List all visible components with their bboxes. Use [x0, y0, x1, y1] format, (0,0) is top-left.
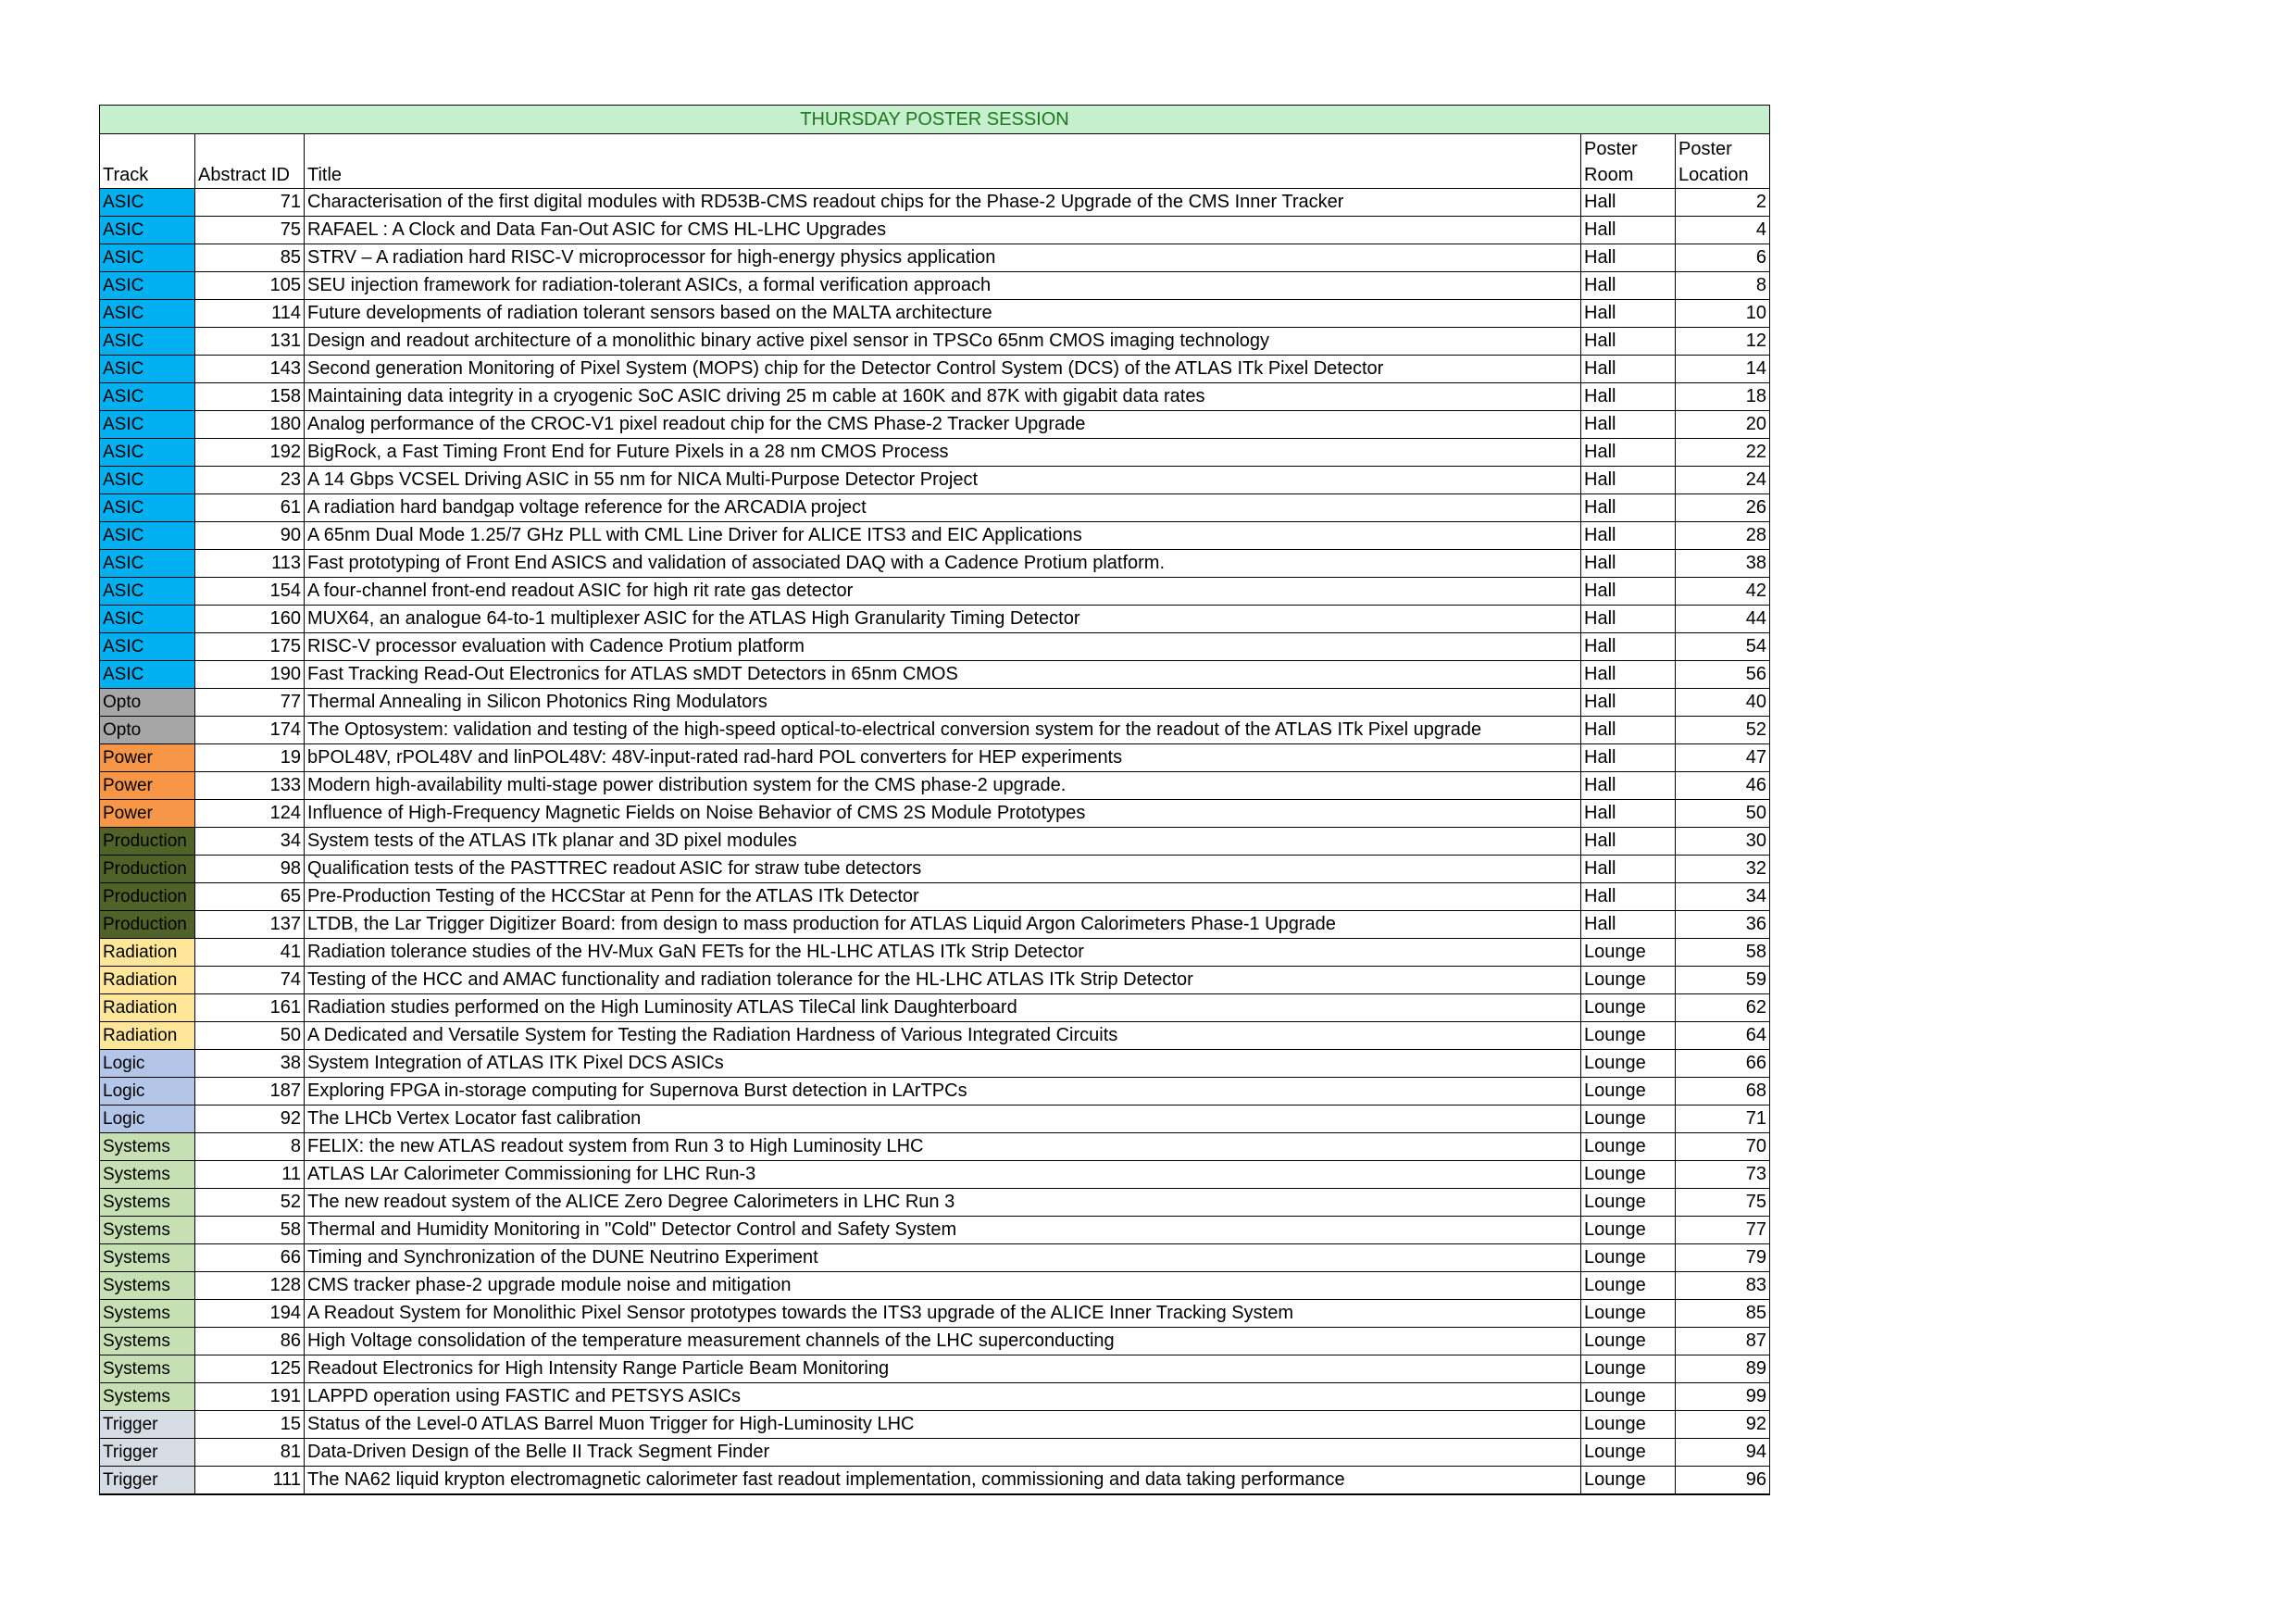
abstract-id-cell: 160 — [195, 606, 305, 633]
poster-room-cell: Lounge — [1581, 1244, 1676, 1272]
poster-location-cell: 77 — [1676, 1217, 1770, 1244]
table-row — [100, 328, 1770, 356]
poster-room-cell: Lounge — [1581, 1078, 1676, 1106]
poster-room-cell: Hall — [1581, 439, 1676, 467]
track-cell: ASIC — [100, 578, 195, 606]
title-cell: Exploring FPGA in-storage computing for Supernova Burst detection in LArTPCs — [305, 1078, 1581, 1106]
table-row — [100, 633, 1770, 661]
poster-room-cell: Hall — [1581, 606, 1676, 633]
track-cell: Opto — [100, 717, 195, 744]
track-cell: ASIC — [100, 633, 195, 661]
abstract-id-cell: 85 — [195, 244, 305, 272]
track-cell: Systems — [100, 1217, 195, 1244]
poster-location-cell: 18 — [1676, 383, 1770, 411]
track-cell: Trigger — [100, 1411, 195, 1439]
abstract-id-cell: 124 — [195, 800, 305, 828]
poster-room-cell: Hall — [1581, 217, 1676, 244]
poster-session-table — [99, 105, 1770, 1495]
table-row — [100, 356, 1770, 383]
abstract-id-cell: 66 — [195, 1244, 305, 1272]
track-cell: ASIC — [100, 356, 195, 383]
abstract-id-cell: 137 — [195, 911, 305, 939]
title-cell: A Readout System for Monolithic Pixel Sensor prototypes towards the ITS3 upgrade of the ALICE Inner Tracking System — [305, 1300, 1581, 1328]
title-cell: Analog performance of the CROC-V1 pixel readout chip for the CMS Phase-2 Tracker Upgrade — [305, 411, 1581, 439]
table-row — [100, 1133, 1770, 1161]
track-cell: Production — [100, 883, 195, 911]
table-row — [100, 883, 1770, 911]
track-cell: Trigger — [100, 1467, 195, 1495]
poster-location-cell: 28 — [1676, 522, 1770, 550]
poster-room-cell: Lounge — [1581, 994, 1676, 1022]
poster-room-cell: Hall — [1581, 383, 1676, 411]
poster-room-cell: Lounge — [1581, 967, 1676, 994]
table-row — [100, 1244, 1770, 1272]
title-cell: The LHCb Vertex Locator fast calibration — [305, 1106, 1581, 1133]
table-row — [100, 550, 1770, 578]
track-cell: Systems — [100, 1328, 195, 1355]
abstract-id-cell: 92 — [195, 1106, 305, 1133]
title-cell: LTDB, the Lar Trigger Digitizer Board: from design to mass production for ATLAS Liquid Argon Calorimeters Phase-1 Upgrade — [305, 911, 1581, 939]
abstract-id-cell: 190 — [195, 661, 305, 689]
poster-location-cell: 52 — [1676, 717, 1770, 744]
table-row — [100, 189, 1770, 217]
title-cell: RISC-V processor evaluation with Cadence Protium platform — [305, 633, 1581, 661]
title-cell: High Voltage consolidation of the temperature measurement channels of the LHC superconducting — [305, 1328, 1581, 1355]
table-row — [100, 1300, 1770, 1328]
title-cell: Thermal Annealing in Silicon Photonics Ring Modulators — [305, 689, 1581, 717]
poster-room-cell: Lounge — [1581, 1439, 1676, 1467]
table-row — [100, 967, 1770, 994]
title-cell: MUX64, an analogue 64-to-1 multiplexer ASIC for the ATLAS High Granularity Timing Detector — [305, 606, 1581, 633]
poster-room-cell: Lounge — [1581, 1328, 1676, 1355]
title-cell: Fast prototyping of Front End ASICS and validation of associated DAQ with a Cadence Protium platform. — [305, 550, 1581, 578]
track-cell: ASIC — [100, 328, 195, 356]
track-cell: Systems — [100, 1189, 195, 1217]
track-cell: ASIC — [100, 606, 195, 633]
poster-room-cell: Hall — [1581, 717, 1676, 744]
table-row — [100, 772, 1770, 800]
title-cell: Timing and Synchronization of the DUNE Neutrino Experiment — [305, 1244, 1581, 1272]
poster-room-cell: Lounge — [1581, 1411, 1676, 1439]
poster-location-cell: 68 — [1676, 1078, 1770, 1106]
abstract-id-cell: 114 — [195, 300, 305, 328]
title-cell: Radiation tolerance studies of the HV-Mux GaN FETs for the HL-LHC ATLAS ITk Strip Detector — [305, 939, 1581, 967]
header-track: Track — [100, 134, 195, 189]
table-row — [100, 300, 1770, 328]
poster-location-cell: 34 — [1676, 883, 1770, 911]
track-cell: ASIC — [100, 661, 195, 689]
table-row — [100, 744, 1770, 772]
header-row — [100, 134, 1770, 189]
title-cell: Thermal and Humidity Monitoring in "Cold" Detector Control and Safety System — [305, 1217, 1581, 1244]
abstract-id-cell: 41 — [195, 939, 305, 967]
table-row — [100, 1439, 1770, 1467]
poster-room-cell: Hall — [1581, 494, 1676, 522]
poster-location-cell: 32 — [1676, 856, 1770, 883]
title-cell: Readout Electronics for High Intensity Range Particle Beam Monitoring — [305, 1355, 1581, 1383]
poster-room-cell: Lounge — [1581, 1300, 1676, 1328]
title-cell: Fast Tracking Read-Out Electronics for ATLAS sMDT Detectors in 65nm CMOS — [305, 661, 1581, 689]
title-cell: A radiation hard bandgap voltage reference for the ARCADIA project — [305, 494, 1581, 522]
poster-location-cell: 71 — [1676, 1106, 1770, 1133]
title-cell: LAPPD operation using FASTIC and PETSYS ASICs — [305, 1383, 1581, 1411]
track-cell: ASIC — [100, 522, 195, 550]
track-cell: ASIC — [100, 494, 195, 522]
table-row — [100, 272, 1770, 300]
track-cell: Radiation — [100, 967, 195, 994]
poster-room-cell: Hall — [1581, 911, 1676, 939]
session-banner-row — [100, 106, 1770, 134]
table-row — [100, 1328, 1770, 1355]
poster-location-cell: 54 — [1676, 633, 1770, 661]
table-row — [100, 1161, 1770, 1189]
title-cell: RAFAEL : A Clock and Data Fan-Out ASIC for CMS HL-LHC Upgrades — [305, 217, 1581, 244]
poster-location-cell: 44 — [1676, 606, 1770, 633]
track-cell: Radiation — [100, 939, 195, 967]
poster-location-cell: 26 — [1676, 494, 1770, 522]
poster-location-cell: 38 — [1676, 550, 1770, 578]
poster-room-cell: Hall — [1581, 744, 1676, 772]
title-cell: FELIX: the new ATLAS readout system from Run 3 to High Luminosity LHC — [305, 1133, 1581, 1161]
abstract-id-cell: 143 — [195, 356, 305, 383]
table-row — [100, 1189, 1770, 1217]
abstract-id-cell: 191 — [195, 1383, 305, 1411]
poster-location-cell: 12 — [1676, 328, 1770, 356]
abstract-id-cell: 65 — [195, 883, 305, 911]
track-cell: Production — [100, 856, 195, 883]
poster-room-cell: Hall — [1581, 244, 1676, 272]
abstract-id-cell: 23 — [195, 467, 305, 494]
poster-location-cell: 85 — [1676, 1300, 1770, 1328]
table-row — [100, 1411, 1770, 1439]
title-cell: A four-channel front-end readout ASIC for high rit rate gas detector — [305, 578, 1581, 606]
poster-location-cell: 58 — [1676, 939, 1770, 967]
abstract-id-cell: 133 — [195, 772, 305, 800]
abstract-id-cell: 86 — [195, 1328, 305, 1355]
table-row — [100, 856, 1770, 883]
header-poster-room: Poster Room — [1581, 134, 1676, 189]
title-cell: ATLAS LAr Calorimeter Commissioning for LHC Run-3 — [305, 1161, 1581, 1189]
poster-location-cell: 70 — [1676, 1133, 1770, 1161]
title-cell: Pre-Production Testing of the HCCStar at Penn for the ATLAS ITk Detector — [305, 883, 1581, 911]
title-cell: The NA62 liquid krypton electromagnetic calorimeter fast readout implementation, commissioning and data taking performance — [305, 1467, 1581, 1495]
poster-location-cell: 8 — [1676, 272, 1770, 300]
track-cell: Systems — [100, 1161, 195, 1189]
title-cell: Characterisation of the first digital modules with RD53B-CMS readout chips for the Phase-2 Upgrade of the CMS Inner Tracker — [305, 189, 1581, 217]
poster-location-cell: 30 — [1676, 828, 1770, 856]
abstract-id-cell: 50 — [195, 1022, 305, 1050]
poster-location-cell: 83 — [1676, 1272, 1770, 1300]
poster-room-cell: Hall — [1581, 883, 1676, 911]
track-cell: Systems — [100, 1383, 195, 1411]
abstract-id-cell: 19 — [195, 744, 305, 772]
poster-room-cell: Lounge — [1581, 1133, 1676, 1161]
abstract-id-cell: 194 — [195, 1300, 305, 1328]
abstract-id-cell: 113 — [195, 550, 305, 578]
poster-room-cell: Lounge — [1581, 1022, 1676, 1050]
table-row — [100, 411, 1770, 439]
title-cell: BigRock, a Fast Timing Front End for Future Pixels in a 28 nm CMOS Process — [305, 439, 1581, 467]
title-cell: Data-Driven Design of the Belle II Track Segment Finder — [305, 1439, 1581, 1467]
poster-location-cell: 2 — [1676, 189, 1770, 217]
poster-location-cell: 22 — [1676, 439, 1770, 467]
title-cell: Modern high-availability multi-stage power distribution system for the CMS phase-2 upgrade. — [305, 772, 1581, 800]
track-cell: Systems — [100, 1244, 195, 1272]
track-cell: Systems — [100, 1272, 195, 1300]
table-row — [100, 383, 1770, 411]
poster-location-cell: 59 — [1676, 967, 1770, 994]
title-cell: System tests of the ATLAS ITk planar and 3D pixel modules — [305, 828, 1581, 856]
poster-room-cell: Lounge — [1581, 1383, 1676, 1411]
abstract-id-cell: 161 — [195, 994, 305, 1022]
abstract-id-cell: 58 — [195, 1217, 305, 1244]
poster-room-cell: Hall — [1581, 300, 1676, 328]
abstract-id-cell: 192 — [195, 439, 305, 467]
title-cell: Maintaining data integrity in a cryogenic SoC ASIC driving 25 m cable at 160K and 87K with gigabit data rates — [305, 383, 1581, 411]
poster-location-cell: 14 — [1676, 356, 1770, 383]
track-cell: Power — [100, 744, 195, 772]
table-row — [100, 828, 1770, 856]
table-row — [100, 494, 1770, 522]
poster-room-cell: Lounge — [1581, 1189, 1676, 1217]
abstract-id-cell: 38 — [195, 1050, 305, 1078]
table-row — [100, 578, 1770, 606]
abstract-id-cell: 180 — [195, 411, 305, 439]
track-cell: Systems — [100, 1300, 195, 1328]
abstract-id-cell: 154 — [195, 578, 305, 606]
track-cell: ASIC — [100, 439, 195, 467]
track-cell: Production — [100, 828, 195, 856]
poster-room-cell: Hall — [1581, 522, 1676, 550]
title-cell: STRV – A radiation hard RISC-V microprocessor for high-energy physics application — [305, 244, 1581, 272]
table-row — [100, 1217, 1770, 1244]
poster-location-cell: 73 — [1676, 1161, 1770, 1189]
abstract-id-cell: 175 — [195, 633, 305, 661]
abstract-id-cell: 61 — [195, 494, 305, 522]
track-cell: Logic — [100, 1078, 195, 1106]
abstract-id-cell: 77 — [195, 689, 305, 717]
table-row — [100, 911, 1770, 939]
title-cell: CMS tracker phase-2 upgrade module noise and mitigation — [305, 1272, 1581, 1300]
poster-location-cell: 56 — [1676, 661, 1770, 689]
poster-room-cell: Hall — [1581, 661, 1676, 689]
abstract-id-cell: 187 — [195, 1078, 305, 1106]
poster-room-cell: Hall — [1581, 550, 1676, 578]
poster-location-cell: 4 — [1676, 217, 1770, 244]
abstract-id-cell: 74 — [195, 967, 305, 994]
track-cell: Radiation — [100, 1022, 195, 1050]
track-cell: ASIC — [100, 467, 195, 494]
table-row — [100, 1106, 1770, 1133]
track-cell: Production — [100, 911, 195, 939]
track-cell: ASIC — [100, 244, 195, 272]
table-row — [100, 467, 1770, 494]
table-row — [100, 1022, 1770, 1050]
poster-room-cell: Lounge — [1581, 1050, 1676, 1078]
poster-location-cell: 10 — [1676, 300, 1770, 328]
table-row — [100, 717, 1770, 744]
table-row — [100, 606, 1770, 633]
track-cell: Radiation — [100, 994, 195, 1022]
abstract-id-cell: 98 — [195, 856, 305, 883]
poster-location-cell: 6 — [1676, 244, 1770, 272]
poster-room-cell: Lounge — [1581, 1106, 1676, 1133]
abstract-id-cell: 52 — [195, 1189, 305, 1217]
track-cell: ASIC — [100, 217, 195, 244]
table-row — [100, 1078, 1770, 1106]
poster-room-cell: Hall — [1581, 633, 1676, 661]
poster-room-cell: Lounge — [1581, 1217, 1676, 1244]
poster-room-cell: Hall — [1581, 578, 1676, 606]
session-title: THURSDAY POSTER SESSION — [100, 106, 1770, 134]
table-row — [100, 661, 1770, 689]
track-cell: Logic — [100, 1050, 195, 1078]
track-cell: Systems — [100, 1133, 195, 1161]
poster-location-cell: 99 — [1676, 1383, 1770, 1411]
abstract-id-cell: 131 — [195, 328, 305, 356]
poster-room-cell: Hall — [1581, 328, 1676, 356]
title-cell: Testing of the HCC and AMAC functionality and radiation tolerance for the HL-LHC ATLAS ITk Strip Detector — [305, 967, 1581, 994]
poster-room-cell: Hall — [1581, 800, 1676, 828]
header-title: Title — [305, 134, 1581, 189]
abstract-id-cell: 71 — [195, 189, 305, 217]
abstract-id-cell: 105 — [195, 272, 305, 300]
abstract-id-cell: 111 — [195, 1467, 305, 1495]
title-cell: Influence of High-Frequency Magnetic Fields on Noise Behavior of CMS 2S Module Prototypes — [305, 800, 1581, 828]
table-row — [100, 522, 1770, 550]
abstract-id-cell: 128 — [195, 1272, 305, 1300]
header-abstract-id: Abstract ID — [195, 134, 305, 189]
poster-location-cell: 96 — [1676, 1467, 1770, 1495]
table-row — [100, 1355, 1770, 1383]
poster-location-cell: 79 — [1676, 1244, 1770, 1272]
poster-room-cell: Hall — [1581, 411, 1676, 439]
poster-room-cell: Hall — [1581, 272, 1676, 300]
poster-location-cell: 92 — [1676, 1411, 1770, 1439]
abstract-id-cell: 75 — [195, 217, 305, 244]
title-cell: SEU injection framework for radiation-tolerant ASICs, a formal verification approach — [305, 272, 1581, 300]
poster-location-cell: 50 — [1676, 800, 1770, 828]
abstract-id-cell: 34 — [195, 828, 305, 856]
title-cell: Qualification tests of the PASTTREC readout ASIC for straw tube detectors — [305, 856, 1581, 883]
track-cell: ASIC — [100, 272, 195, 300]
table-row — [100, 1050, 1770, 1078]
abstract-id-cell: 81 — [195, 1439, 305, 1467]
title-cell: System Integration of ATLAS ITK Pixel DCS ASICs — [305, 1050, 1581, 1078]
table-row — [100, 439, 1770, 467]
title-cell: bPOL48V, rPOL48V and linPOL48V: 48V-input-rated rad-hard POL converters for HEP experiments — [305, 744, 1581, 772]
poster-room-cell: Hall — [1581, 689, 1676, 717]
track-cell: ASIC — [100, 411, 195, 439]
title-cell: Design and readout architecture of a monolithic binary active pixel sensor in TPSCo 65nm CMOS imaging technology — [305, 328, 1581, 356]
poster-room-cell: Hall — [1581, 467, 1676, 494]
poster-location-cell: 66 — [1676, 1050, 1770, 1078]
poster-location-cell: 94 — [1676, 1439, 1770, 1467]
table-row — [100, 994, 1770, 1022]
track-cell: Logic — [100, 1106, 195, 1133]
poster-location-cell: 40 — [1676, 689, 1770, 717]
poster-room-cell: Hall — [1581, 772, 1676, 800]
track-cell: ASIC — [100, 300, 195, 328]
abstract-id-cell: 90 — [195, 522, 305, 550]
title-cell: Status of the Level-0 ATLAS Barrel Muon Trigger for High-Luminosity LHC — [305, 1411, 1581, 1439]
track-cell: Systems — [100, 1355, 195, 1383]
track-cell: Opto — [100, 689, 195, 717]
title-cell: Future developments of radiation tolerant sensors based on the MALTA architecture — [305, 300, 1581, 328]
table-row — [100, 244, 1770, 272]
table-row — [100, 217, 1770, 244]
poster-room-cell: Lounge — [1581, 1272, 1676, 1300]
table-row — [100, 1272, 1770, 1300]
track-cell: Power — [100, 772, 195, 800]
abstract-id-cell: 125 — [195, 1355, 305, 1383]
track-cell: Trigger — [100, 1439, 195, 1467]
poster-location-cell: 64 — [1676, 1022, 1770, 1050]
table-row — [100, 1467, 1770, 1495]
title-cell: Radiation studies performed on the High Luminosity ATLAS TileCal link Daughterboard — [305, 994, 1581, 1022]
poster-room-cell: Hall — [1581, 828, 1676, 856]
poster-location-cell: 87 — [1676, 1328, 1770, 1355]
poster-location-cell: 75 — [1676, 1189, 1770, 1217]
abstract-id-cell: 11 — [195, 1161, 305, 1189]
poster-room-cell: Hall — [1581, 189, 1676, 217]
poster-location-cell: 42 — [1676, 578, 1770, 606]
poster-location-cell: 47 — [1676, 744, 1770, 772]
abstract-id-cell: 8 — [195, 1133, 305, 1161]
title-cell: The Optosystem: validation and testing of the high-speed optical-to-electrical conversion system for the readout of the ATLAS ITk Pixel upgrade — [305, 717, 1581, 744]
poster-location-cell: 62 — [1676, 994, 1770, 1022]
track-cell: Power — [100, 800, 195, 828]
poster-location-cell: 46 — [1676, 772, 1770, 800]
poster-room-cell: Lounge — [1581, 1161, 1676, 1189]
poster-room-cell: Lounge — [1581, 939, 1676, 967]
track-cell: ASIC — [100, 550, 195, 578]
track-cell: ASIC — [100, 383, 195, 411]
abstract-id-cell: 15 — [195, 1411, 305, 1439]
abstract-id-cell: 174 — [195, 717, 305, 744]
table-row — [100, 800, 1770, 828]
title-cell: A 65nm Dual Mode 1.25/7 GHz PLL with CML Line Driver for ALICE ITS3 and EIC Applications — [305, 522, 1581, 550]
poster-location-cell: 36 — [1676, 911, 1770, 939]
title-cell: A Dedicated and Versatile System for Testing the Radiation Hardness of Various Integrated Circuits — [305, 1022, 1581, 1050]
header-poster-location: Poster Location — [1676, 134, 1770, 189]
poster-room-cell: Hall — [1581, 856, 1676, 883]
title-cell: The new readout system of the ALICE Zero Degree Calorimeters in LHC Run 3 — [305, 1189, 1581, 1217]
table-row — [100, 689, 1770, 717]
poster-location-cell: 20 — [1676, 411, 1770, 439]
abstract-id-cell: 158 — [195, 383, 305, 411]
title-cell: Second generation Monitoring of Pixel System (MOPS) chip for the Detector Control System (DCS) of the ATLAS ITk Pixel Detector — [305, 356, 1581, 383]
table-row — [100, 1383, 1770, 1411]
poster-location-cell: 89 — [1676, 1355, 1770, 1383]
table-row — [100, 939, 1770, 967]
poster-room-cell: Hall — [1581, 356, 1676, 383]
poster-room-cell: Lounge — [1581, 1355, 1676, 1383]
poster-location-cell: 24 — [1676, 467, 1770, 494]
title-cell: A 14 Gbps VCSEL Driving ASIC in 55 nm for NICA Multi-Purpose Detector Project — [305, 467, 1581, 494]
poster-room-cell: Lounge — [1581, 1467, 1676, 1495]
track-cell: ASIC — [100, 189, 195, 217]
